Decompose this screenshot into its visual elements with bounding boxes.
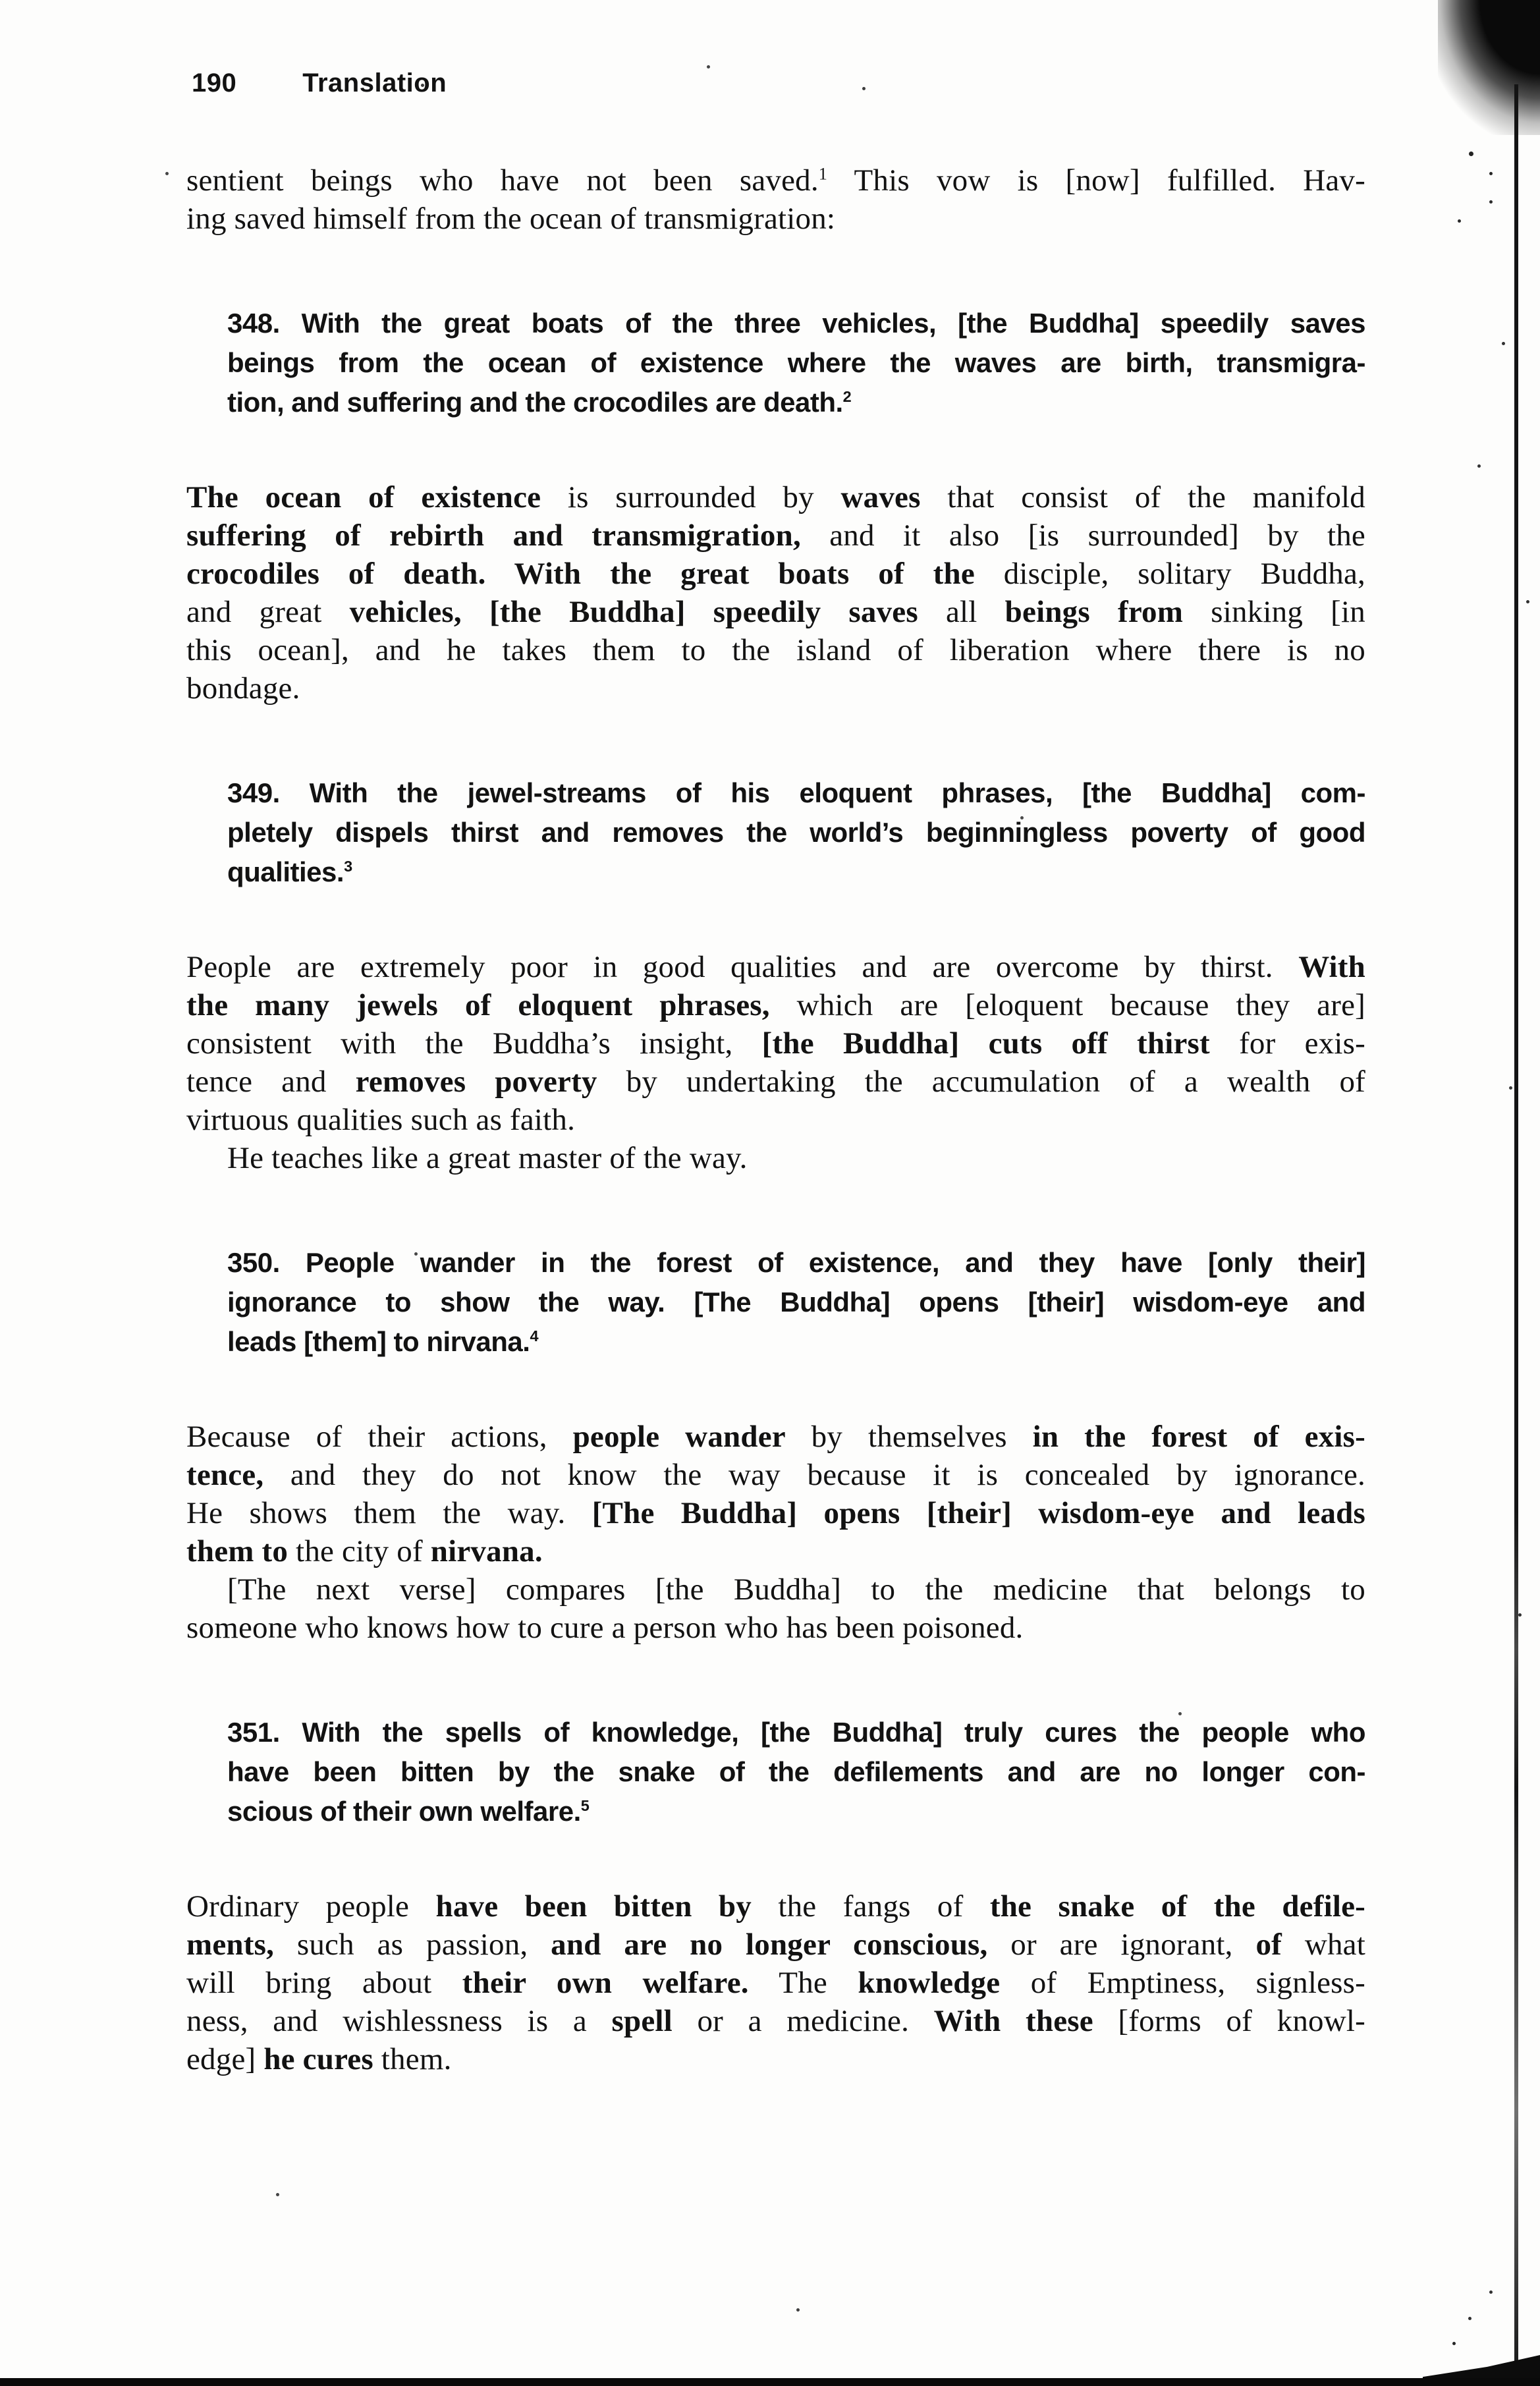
text-segment: waves <box>840 480 921 514</box>
text-segment: beings from the ocean of existence where the waves are birth, transmigra- <box>227 347 1365 378</box>
text-line <box>227 304 1365 343</box>
text-segment: The <box>748 1966 858 2000</box>
text-segment: by themselves <box>785 1420 1033 1454</box>
text-segment: vehicles, [the Buddha] speedily saves <box>349 595 918 629</box>
text-segment: knowledge <box>858 1966 1001 2000</box>
text-line <box>227 1243 1365 1283</box>
text-segment: what <box>1282 1928 1365 1962</box>
scan-page-edge-line <box>1514 84 1518 2386</box>
text-line <box>186 1887 1365 1926</box>
footnote-ref: 2 <box>842 388 852 405</box>
text-line <box>186 593 1365 631</box>
text-segment: of <box>1255 1928 1282 1962</box>
text-segment: which are [eloquent because they are] <box>769 988 1365 1022</box>
text-segment: ness, and wishlessness is a <box>186 2004 612 2038</box>
text-segment: in the forest of exis- <box>1032 1420 1365 1454</box>
text-segment: tion, and suffering and the crocodiles are death. <box>227 387 843 418</box>
text-line <box>227 1792 1365 1831</box>
text-line <box>186 1609 1365 1647</box>
text-segment: the snake of the defile- <box>989 1889 1365 1924</box>
text-segment: [The Buddha] opens [their] wisdom-eye and leads <box>591 1496 1365 1530</box>
text-segment: will bring about <box>186 1966 462 2000</box>
text-line <box>227 1752 1365 1792</box>
text-segment: spell <box>611 2004 673 2038</box>
text-segment: the fangs of <box>751 1889 990 1924</box>
text-line <box>227 813 1365 852</box>
text-segment: them. <box>373 2042 452 2076</box>
text-line <box>227 1713 1365 1752</box>
text-line <box>186 1964 1365 2002</box>
text-segment: nirvana. <box>430 1534 543 1568</box>
text-segment: ments, <box>186 1928 275 1962</box>
paragraph <box>186 1139 1365 1177</box>
text-line <box>186 1456 1365 1494</box>
verse-block <box>186 1243 1365 1362</box>
paragraph <box>186 161 1365 238</box>
footnote-ref: 4 <box>530 1327 539 1345</box>
text-segment: people wander <box>572 1420 786 1454</box>
text-segment: 349. With the jewel-streams of his eloquent phrases, [the Buddha] com- <box>227 777 1365 808</box>
text-line <box>186 1024 1365 1063</box>
text-segment: crocodiles of death. With the great boats of the <box>186 557 975 591</box>
text-line <box>186 516 1365 555</box>
text-segment: edge] <box>186 2042 264 2076</box>
text-line <box>227 343 1365 383</box>
section-title: Translation <box>302 69 447 97</box>
text-segment: disciple, solitary Buddha, <box>974 557 1365 591</box>
text-segment: and are no longer conscious, <box>551 1928 988 1962</box>
text-segment: and great <box>186 595 350 629</box>
text-line <box>186 1494 1365 1532</box>
text-line <box>186 161 1365 200</box>
text-segment: He shows them the way. <box>186 1496 592 1530</box>
text-segment: all <box>918 595 1005 629</box>
scan-bottom-bar <box>0 2378 1540 2386</box>
text-segment: consistent with the Buddha’s insight, <box>186 1026 762 1061</box>
text-line <box>186 948 1365 986</box>
text-segment: bondage. <box>186 671 300 706</box>
text-line <box>186 200 1365 238</box>
text-segment: them to <box>186 1534 289 1568</box>
text-segment: beings from <box>1004 595 1184 629</box>
text-line <box>186 478 1365 516</box>
text-line <box>186 555 1365 593</box>
text-segment: tence, <box>186 1458 264 1492</box>
text-segment: sentient beings who have not been saved. <box>186 163 819 198</box>
text-segment: This vow is [now] fulfilled. Hav- <box>827 163 1365 198</box>
text-segment: He teaches like a great master of the way. <box>227 1141 748 1175</box>
footnote-ref: 3 <box>344 858 352 875</box>
footnote-ref: 5 <box>580 1797 590 1814</box>
verse-block <box>186 1713 1365 1831</box>
page-number: 190 <box>192 69 237 97</box>
text-segment: that consist of the manifold <box>920 480 1366 514</box>
text-column <box>186 161 1365 2078</box>
text-line <box>186 2040 1365 2078</box>
text-segment: virtuous qualities such as faith. <box>186 1103 576 1137</box>
text-segment: or a medicine. <box>672 2004 934 2038</box>
paragraph <box>186 1570 1365 1647</box>
page-header <box>192 67 1365 99</box>
text-segment: removes poverty <box>355 1065 597 1099</box>
text-line <box>186 669 1365 707</box>
text-line <box>227 383 1365 422</box>
text-segment: scious of their own welfare. <box>227 1796 581 1827</box>
text-segment: Ordinary people <box>186 1889 436 1924</box>
text-segment: People are extremely poor in good qualities and are overcome by thirst. <box>186 950 1299 984</box>
text-segment: the many jewels of eloquent phrases, <box>186 988 770 1022</box>
text-line <box>227 852 1365 892</box>
text-segment: by undertaking the accumulation of a wealth of <box>597 1065 1365 1099</box>
scan-bottom-corner-shadow <box>1423 2353 1540 2378</box>
text-line <box>186 1532 1365 1570</box>
text-line <box>186 1570 1365 1609</box>
text-segment: With <box>1298 950 1365 984</box>
text-segment: and it also [is surrounded] by the <box>800 518 1365 553</box>
footnote-ref: 1 <box>818 164 828 184</box>
text-segment: ignorance to show the way. [The Buddha] opens [their] wisdom-eye and <box>227 1287 1365 1318</box>
text-line <box>186 2002 1365 2040</box>
text-line <box>186 1418 1365 1456</box>
text-segment: sinking [in <box>1183 595 1365 629</box>
text-segment: or are ignorant, <box>987 1928 1256 1962</box>
text-segment: 350. People wander in the forest of existence, and they have [only their] <box>227 1247 1365 1278</box>
text-segment: 348. With the great boats of the three vehicles, [the Buddha] speedily saves <box>227 308 1365 339</box>
text-segment: leads [them] to nirvana. <box>227 1326 530 1357</box>
text-line <box>186 1139 1365 1177</box>
text-segment: The ocean of existence <box>186 480 541 514</box>
text-segment: tence and <box>186 1065 356 1099</box>
text-segment: [the Buddha] cuts off thirst <box>761 1026 1210 1061</box>
text-segment: he cures <box>263 2042 373 2076</box>
text-line <box>186 1063 1365 1101</box>
paragraph <box>186 1887 1365 2078</box>
text-segment: the city of <box>288 1534 431 1568</box>
paragraph <box>186 478 1365 707</box>
text-line <box>227 1283 1365 1322</box>
text-segment: their own welfare. <box>462 1966 749 2000</box>
text-segment: ing saved himself from the ocean of transmigration: <box>186 202 836 236</box>
text-line <box>227 773 1365 813</box>
text-line <box>186 986 1365 1024</box>
text-segment: 351. With the spells of knowledge, [the Buddha] truly cures the people who <box>227 1717 1365 1748</box>
text-segment: Because of their actions, <box>186 1420 573 1454</box>
text-segment: someone who knows how to cure a person who has been poisoned. <box>186 1611 1024 1645</box>
text-segment: such as passion, <box>274 1928 551 1962</box>
page-content <box>186 0 1365 2078</box>
text-segment: this ocean], and he takes them to the island of liberation where there is no <box>186 633 1365 667</box>
paragraph <box>186 1418 1365 1570</box>
text-line <box>186 1101 1365 1139</box>
scan-corner-shadow <box>1438 0 1540 135</box>
text-line <box>186 1926 1365 1964</box>
text-segment: With these <box>933 2004 1093 2038</box>
text-segment: for exis- <box>1209 1026 1366 1061</box>
paragraph <box>186 948 1365 1139</box>
text-line <box>186 631 1365 669</box>
verse-block <box>186 773 1365 892</box>
text-segment: have been bitten by <box>435 1889 752 1924</box>
verse-block <box>186 304 1365 422</box>
text-segment: and they do not know the way because it is concealed by ignorance. <box>263 1458 1365 1492</box>
text-segment: [The next verse] compares [the Buddha] to the medicine that belongs to <box>227 1572 1365 1607</box>
text-segment: suffering of rebirth and transmigration, <box>186 518 801 553</box>
text-line <box>227 1322 1365 1362</box>
text-segment: pletely dispels thirst and removes the world’s beginningless poverty of good <box>227 817 1365 848</box>
text-segment: have been bitten by the snake of the defilements and are no longer con- <box>227 1756 1365 1787</box>
text-segment: [forms of knowl- <box>1093 2004 1365 2038</box>
text-segment: qualities. <box>227 856 344 887</box>
text-segment: of Emptiness, signless- <box>1000 1966 1365 2000</box>
text-segment: is surrounded by <box>541 480 841 514</box>
scan-noise-specks <box>0 0 2 2</box>
